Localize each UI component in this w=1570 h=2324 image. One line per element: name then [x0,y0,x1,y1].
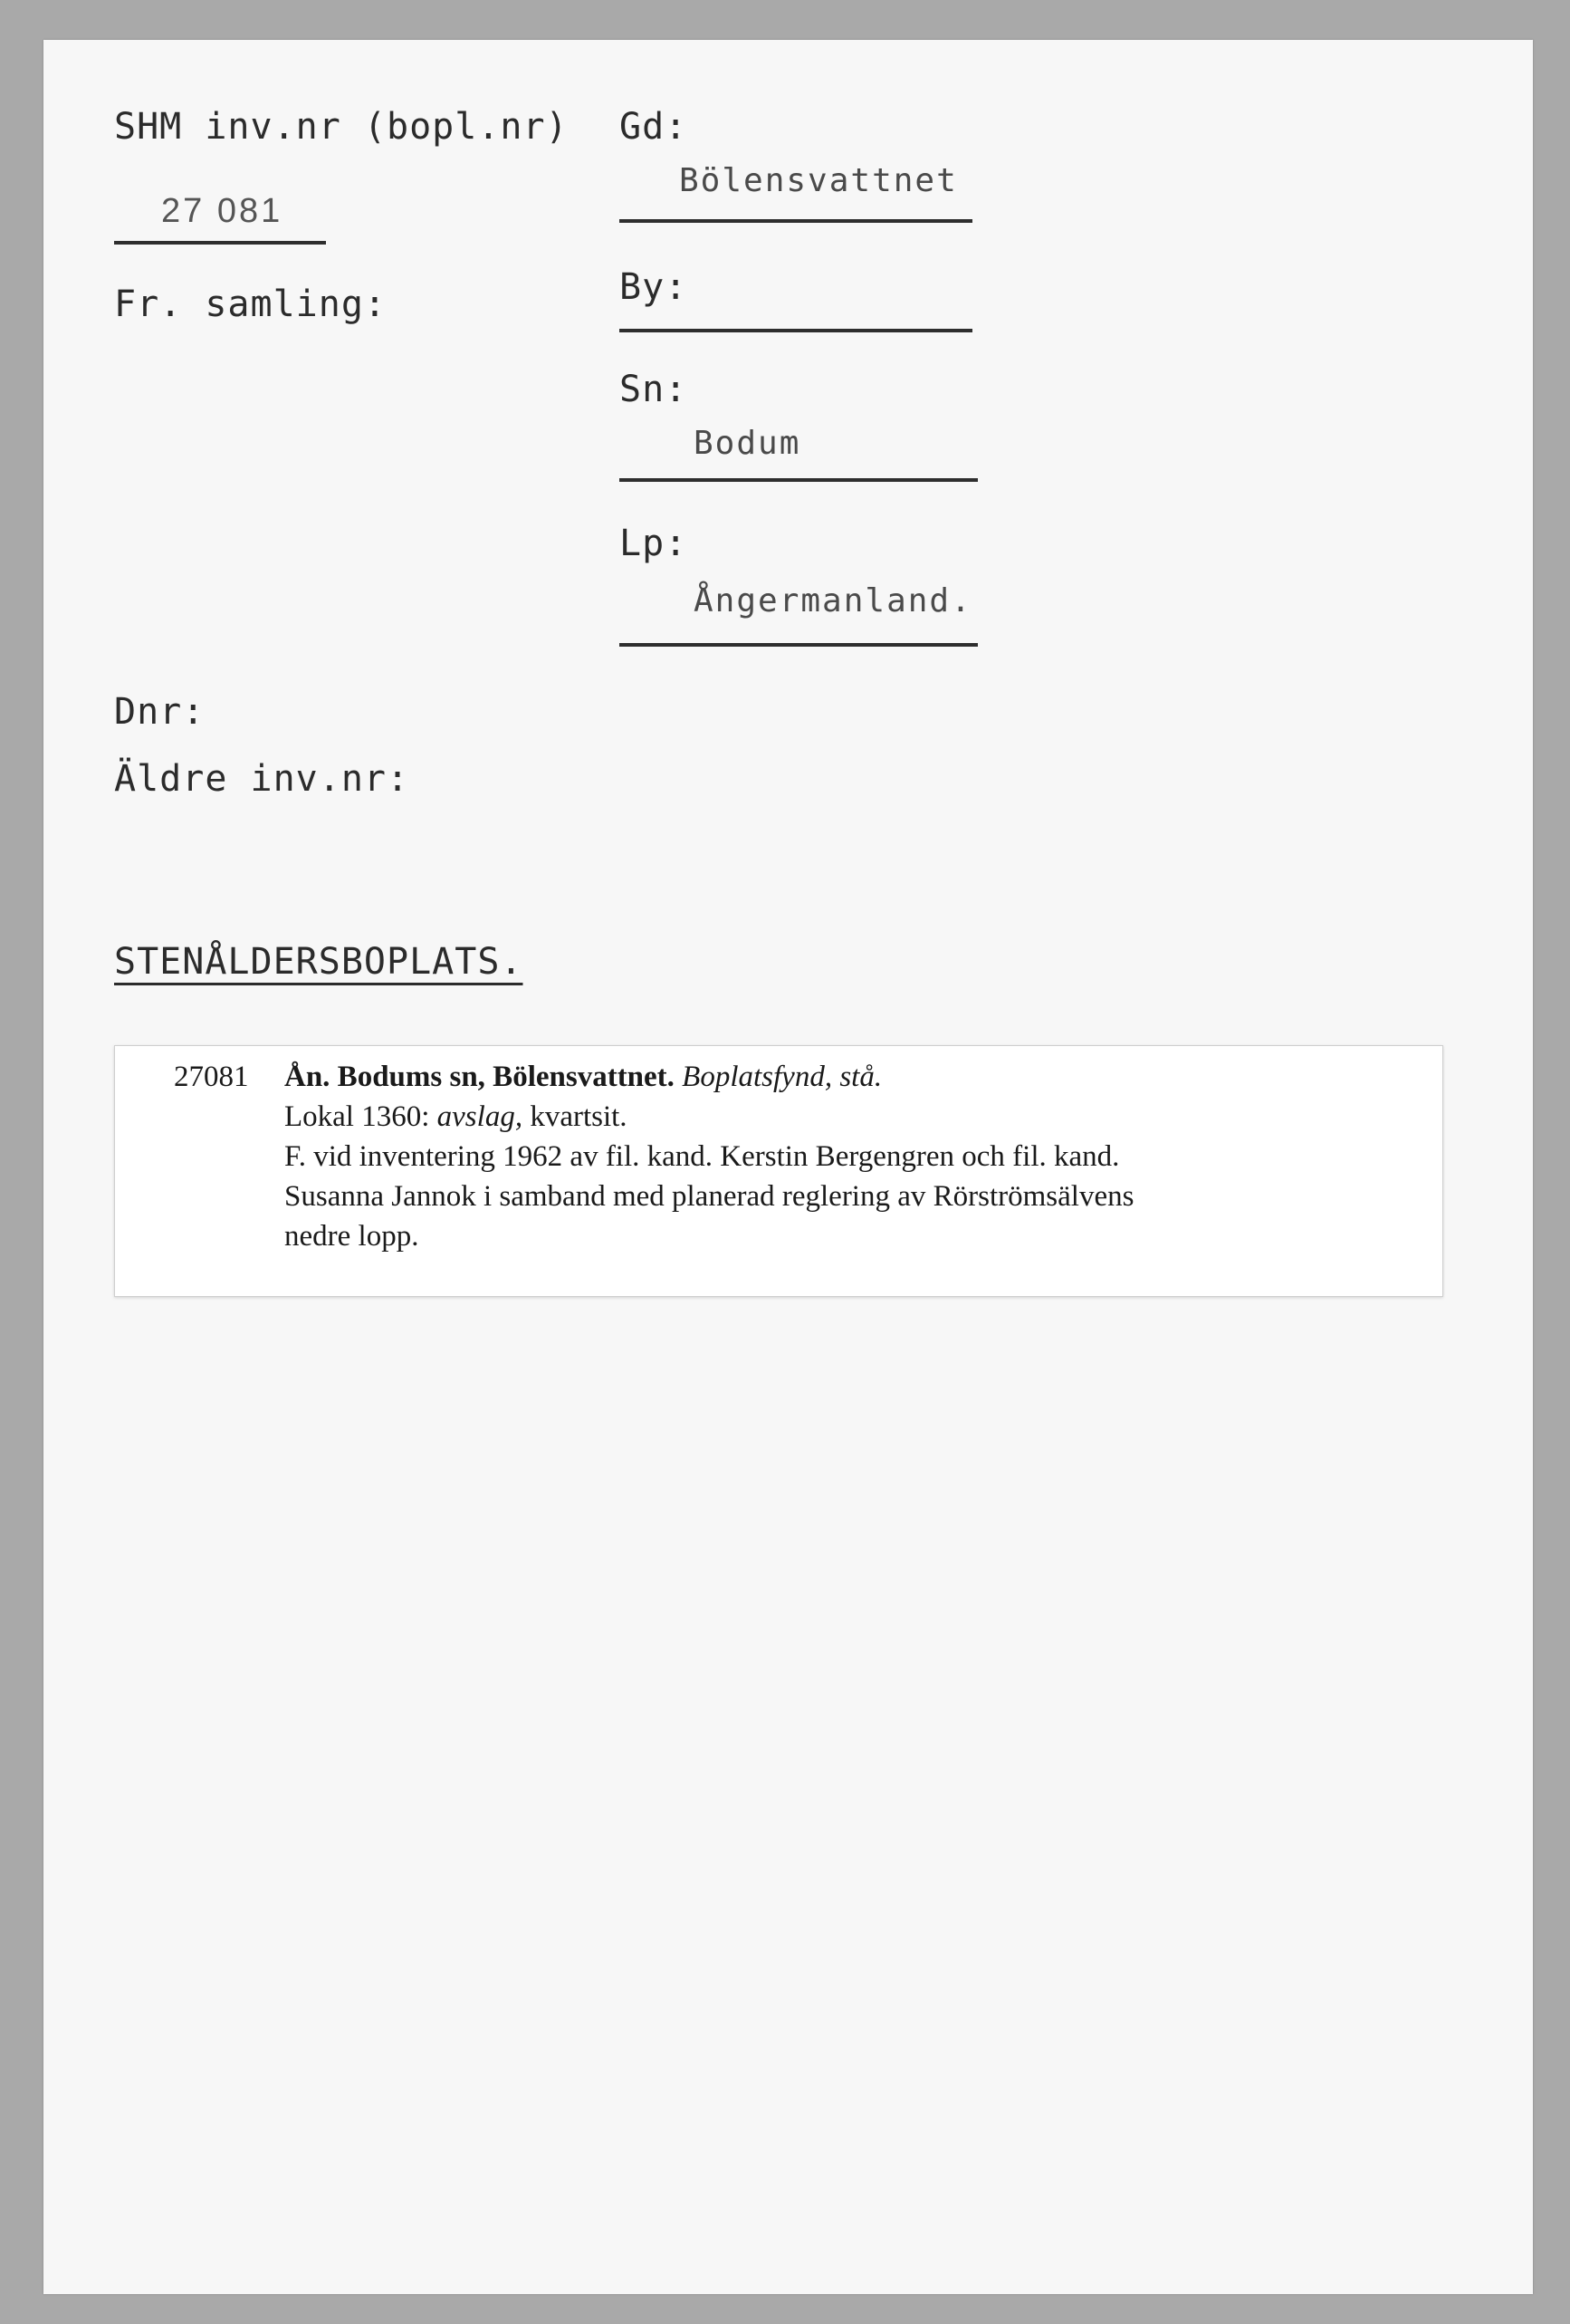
slip-line-5: nedre lopp. [284,1220,419,1253]
inv-number-label: SHM inv.nr (bopl.nr) [114,106,569,148]
sn-value: Bodum [694,425,801,462]
by-label: By: [619,266,688,308]
slip-material-italic: avslag, [436,1100,523,1133]
slip-locality: Lokal 1360: [284,1100,430,1133]
by-rule [619,329,972,332]
gd-label: Gd: [619,106,688,148]
gd-value: Bölensvattnet [679,162,958,199]
slip-line-1 [284,1062,882,1092]
site-type-heading: STENÅLDERSBOPLATS. [114,941,523,983]
dnr-label: Dnr: [114,691,206,733]
sn-rule [619,478,978,482]
catalog-card [43,40,1533,2294]
slip-line-4: Susanna Jannok i samband med planerad reglering av Rörströmsälvens [284,1180,1134,1213]
slip-number: 27081 [174,1061,249,1093]
older-inv-label: Äldre inv.nr: [114,758,410,800]
inv-number-rule [114,241,326,245]
slip-find-type: Boplatsfynd, stå. [682,1061,883,1093]
slip-location: Ån. Bodums sn, Bölensvattnet. [284,1061,675,1093]
slip-line-2 [284,1102,627,1132]
slip-material: kvartsit. [530,1100,627,1133]
lp-rule [619,643,978,647]
inv-number-value: 27 081 [161,192,283,230]
lp-label: Lp: [619,523,688,564]
gd-rule [619,219,972,223]
lp-value: Ångermanland. [694,582,972,619]
sn-label: Sn: [619,369,688,410]
collection-label: Fr. samling: [114,283,387,325]
printed-catalog-slip [114,1045,1443,1297]
slip-line-3: F. vid inventering 1962 av fil. kand. Kerstin Bergengren och fil. kand. [284,1140,1120,1173]
